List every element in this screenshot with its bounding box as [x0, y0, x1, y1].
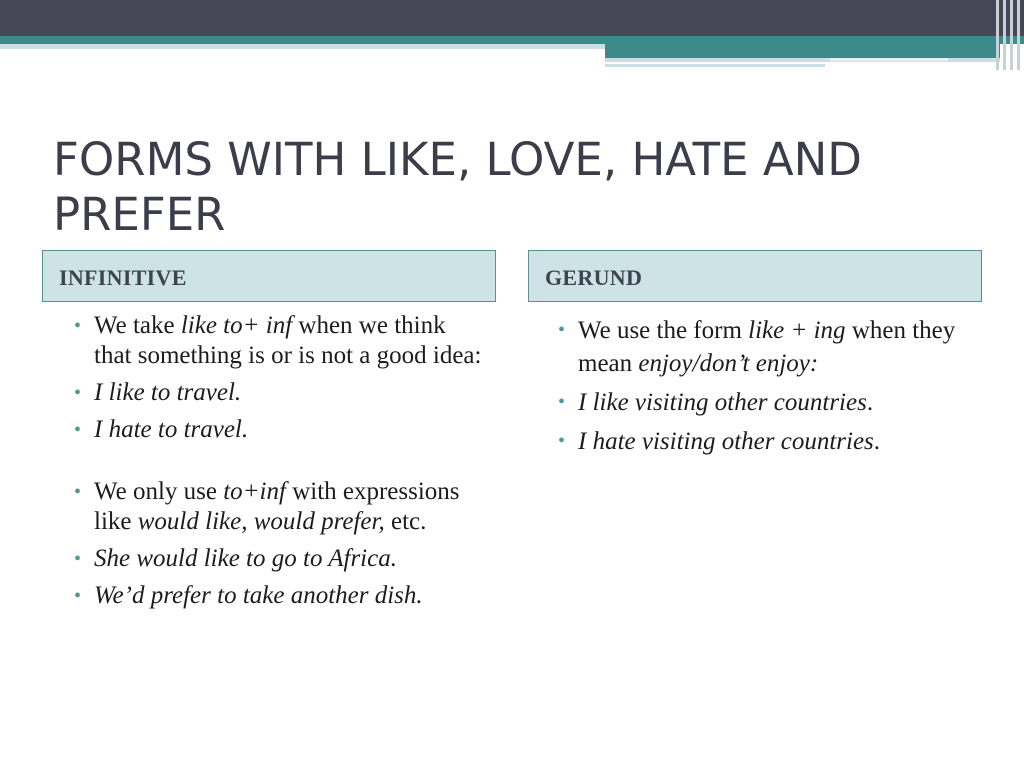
top-band-step — [605, 64, 825, 67]
top-band-light — [0, 44, 610, 49]
list-item: • I like to travel. — [58, 378, 488, 408]
gerund-header — [528, 250, 982, 302]
slide-title: FORMS WITH LIKE, LOVE, HATE AND PREFER — [53, 133, 862, 241]
list-item: • I like visiting other countries. — [542, 386, 982, 419]
gerund-bullet-list — [542, 314, 982, 464]
top-band-teal — [0, 36, 1024, 44]
top-band-dark — [0, 0, 1024, 36]
infinitive-header — [42, 250, 496, 302]
list-item: • I hate visiting other countries. — [542, 425, 982, 458]
infinitive-bullet-list — [58, 311, 488, 618]
list-item: • We’d prefer to take another dish. — [58, 581, 488, 611]
top-band-step — [830, 58, 948, 61]
list-item: • I hate to travel. — [58, 415, 488, 445]
list-item: • She would like to go to Africa. — [58, 544, 488, 574]
infinitive-header-label: INFINITIVE — [59, 265, 187, 290]
top-band-step — [605, 44, 1000, 58]
list-item: • We use the form like + ing when they mean enjoy/don’t enjoy: — [542, 314, 982, 380]
gerund-header-label: GERUND — [545, 265, 643, 290]
list-item: • We only use to+inf with expressions like would like, would prefer, etc. — [58, 477, 488, 537]
list-item: • We take like to+ inf when we think that something is or is not a good idea: — [58, 311, 488, 371]
decorative-vertical-lines — [994, 0, 1024, 70]
